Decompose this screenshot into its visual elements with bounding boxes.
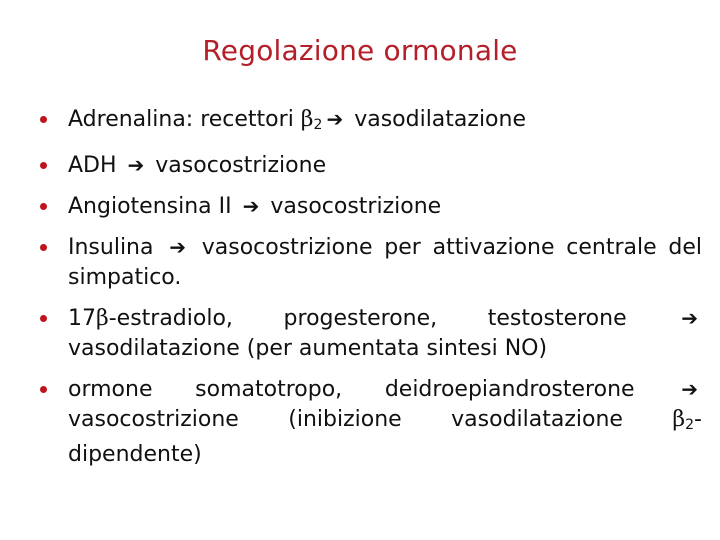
bullet-text: ormone somatotropo, deidroepiandrosterone bbox=[68, 377, 678, 402]
bullet-item-adh bbox=[38, 150, 702, 181]
bullet-text: Insulina bbox=[68, 235, 166, 260]
bullet-item-somatotropo bbox=[38, 374, 702, 470]
beta-symbol: β bbox=[96, 306, 109, 331]
right-arrow-icon: ➔ bbox=[242, 194, 260, 218]
right-arrow-icon: ➔ bbox=[326, 107, 344, 131]
right-arrow-icon: ➔ bbox=[169, 235, 186, 259]
subscript: 2 bbox=[313, 117, 323, 133]
bullet-dot-icon bbox=[40, 162, 47, 169]
bullet-text: Adrenalina: recettori bbox=[68, 107, 301, 132]
bullet-item-estradiolo bbox=[38, 303, 702, 364]
bullet-dot-icon bbox=[40, 386, 47, 393]
bullet-text: vasodilatazione (per aumentata sintesi NO) bbox=[68, 336, 548, 361]
bullet-item-adrenalina bbox=[38, 104, 702, 140]
subscript: 2 bbox=[685, 417, 695, 433]
bullet-text: vasodilatazione bbox=[347, 107, 526, 132]
beta-symbol: β bbox=[672, 407, 686, 432]
right-arrow-icon: ➔ bbox=[127, 153, 145, 177]
bullet-list bbox=[38, 104, 702, 480]
bullet-text: Angiotensina II bbox=[68, 194, 239, 219]
right-arrow-icon: ➔ bbox=[681, 306, 698, 330]
bullet-text: vasocostrizione per attivazione centrale del simpatico. bbox=[68, 235, 703, 290]
bullet-dot-icon bbox=[40, 244, 47, 251]
beta-symbol: β bbox=[300, 107, 314, 132]
right-arrow-icon: ➔ bbox=[681, 377, 698, 401]
bullet-text: vasocostrizione bbox=[148, 153, 327, 178]
bullet-dot-icon bbox=[40, 203, 47, 210]
slide-title: Regolazione ormonale bbox=[202, 34, 518, 67]
bullet-text: -estradiolo, progesterone, testosterone bbox=[108, 306, 678, 331]
bullet-dot-icon bbox=[40, 116, 47, 123]
bullet-text: 17 bbox=[68, 306, 96, 331]
bullet-text: ADH bbox=[68, 153, 124, 178]
bullet-text: -dipendente) bbox=[68, 407, 702, 467]
bullet-item-insulina bbox=[38, 232, 702, 293]
bullet-text: vasocostrizione (inibizione vasodilatazione bbox=[68, 407, 673, 432]
bullet-dot-icon bbox=[40, 315, 47, 322]
bullet-item-angiotensina bbox=[38, 191, 702, 222]
bullet-text: vasocostrizione bbox=[263, 194, 442, 219]
